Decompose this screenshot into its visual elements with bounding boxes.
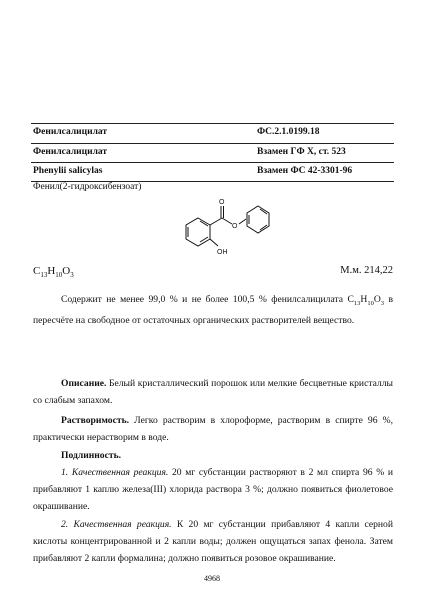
header-row-3 [31, 164, 394, 180]
content-paragraph: Содержит не менее 99,0 % и не более 100,5 % фенилсалицилата $C_{13}H_{10}O_3$ в пересчёте на свободное от остаточных органических растворителей вещество. [33, 294, 393, 326]
solubility-paragraph: Растворимость. Легко растворим в хлороформе, растворим в спирте 96 %, практически нерастворим в воде. [33, 415, 393, 443]
molar-mass: М.м. 214,22 [340, 265, 393, 276]
replaces-fs: Взамен ФС 42-3301-96 [257, 166, 353, 176]
header-rule-1 [31, 143, 394, 144]
test-2-label: 2. Качественная реакция. [61, 519, 172, 530]
latin-name: Phenylii salicylas [33, 166, 103, 176]
benzene-ring-left [186, 218, 210, 246]
chemical-name: Фенил(2-гидроксибензоат) [33, 182, 142, 192]
description-paragraph: Описание. Белый кристаллический порошок или мелкие бесцветные кристаллы со слабым запахом. [33, 378, 393, 406]
header-row-2 [31, 145, 394, 161]
ester-oxygen-label: O [232, 223, 238, 230]
benzene-ring-right [247, 206, 269, 233]
header-rule-top [31, 123, 394, 124]
identity-test-1: 1. Качественная реакция. 20 мг субстанции растворяют в 2 мл спирта 96 % и прибавляют 1 каплю железа(III) хлорида раствора 3 %; должно появиться фиолетовое окрашивание. [33, 467, 393, 512]
test-1-label: 1. Качественная реакция. [61, 467, 169, 478]
structural-formula [170, 196, 280, 266]
monograph-code: ФС.2.1.0199.18 [257, 127, 320, 137]
hydroxyl-label: OH [217, 249, 228, 256]
molecular-formula: $C_{13}H_{10}O_3$ [33, 265, 74, 280]
solubility-label: Растворимость. [61, 415, 130, 426]
replaces-gf: Взамен ГФ X, ст. 523 [257, 147, 346, 157]
identity-heading: Подлинность. [61, 450, 122, 461]
description-label: Описание. [61, 378, 107, 389]
carbonyl-oxygen-label: O [219, 199, 225, 206]
header-rule-2 [31, 162, 394, 163]
page-number: 4968 [204, 574, 220, 583]
identity-test-2: 2. Качественная реакция. К 20 мг субстанции прибавляют 4 капли серной кислоты концентрированной и 2 капли воды; должен ощущаться запах фенола. Затем прибавляют 2 капли формалина; должно появиться розовое окрашивание. [33, 519, 393, 564]
ester-linkage [210, 206, 246, 246]
header-row-1 [31, 125, 394, 141]
russian-name: Фенилсалицилат [33, 147, 108, 157]
russian-title: Фенилсалицилат [33, 127, 108, 137]
